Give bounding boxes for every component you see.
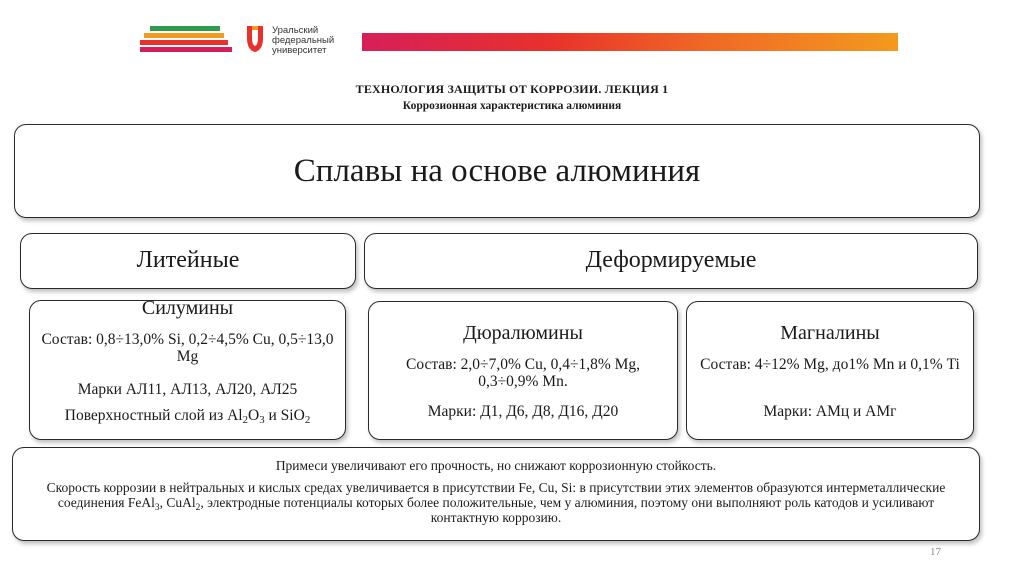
university-line-3: университет <box>272 45 327 56</box>
silumin-sub-2: 3 <box>259 414 265 426</box>
duralumin-composition: Состав: 2,0÷7,0% Cu, 0,4÷1,8% Mg, 0,3÷0,9% Mn. <box>405 356 641 390</box>
duralumin-card <box>368 301 678 440</box>
stripe-magenta <box>140 47 232 52</box>
corrosion-text-c: , электродные потенциалы которых более положительные, чем у алюминия, поэтому они выполняют роль катодов и усиливают контактную коррозию. <box>200 495 935 525</box>
silumin-title: Силумины <box>141 297 234 319</box>
silumin-surface-text-3: и SiO <box>264 407 305 424</box>
impurities-line-1: Примеси увеличивают его прочность, но снижают коррозионную стойкость. <box>275 458 717 473</box>
silumin-sub-3: 2 <box>304 414 311 426</box>
corrosion-sub-2: 2 <box>195 503 201 513</box>
lecture-subtitle: Коррозионная характеристика алюминия <box>402 100 622 112</box>
silumin-sub-1: 2 <box>242 414 249 426</box>
lecture-title: ТЕХНОЛОГИЯ ЗАЩИТЫ ОТ КОРРОЗИИ. ЛЕКЦИЯ 1 <box>355 82 669 96</box>
duralumin-grades: Марки: Д1, Д6, Д8, Д16, Д20 <box>427 403 619 420</box>
silumin-surface-text-2: O <box>248 407 260 424</box>
silumin-grades: Марки АЛ11, АЛ13, АЛ20, АЛ25 <box>77 381 298 398</box>
cast-alloys-label: Литейные <box>136 247 240 273</box>
duralumin-title: Дюралюмины <box>463 322 583 344</box>
main-heading: Сплавы на основе алюминия <box>293 153 701 189</box>
main-heading-box <box>14 124 980 218</box>
magnalin-card <box>686 301 974 440</box>
impurities-box <box>12 447 980 541</box>
logo-stripes-left <box>140 26 232 56</box>
university-line-2: федеральный <box>272 35 335 46</box>
university-logo-icon <box>244 24 266 54</box>
cast-alloys-box <box>20 233 356 289</box>
silumin-card <box>29 297 346 440</box>
stripe-red <box>140 40 228 45</box>
silumin-surface-text-1: Поверхностный слой из Al <box>64 407 243 424</box>
stripe-orange <box>144 33 224 38</box>
corrosion-text-b: , CuAl <box>159 495 196 510</box>
corrosion-sub-1: 3 <box>154 503 160 513</box>
university-line-1: Уральский <box>272 25 319 36</box>
silumin-composition: Состав: 0,8÷13,0% Si, 0,2÷4,5% Cu, 0,5÷13,0 Mg <box>41 331 334 365</box>
magnalin-grades: Марки: АМц и АМг <box>763 403 897 420</box>
corrosion-text-a: Скорость коррозии в нейтральных и кислых средах увеличивается в присутствии Fe, Cu, Si: в присутствии этих элементов образуются интерметаллические соединения FeAl <box>46 480 946 510</box>
stripe-green <box>150 26 220 31</box>
silumin-surface-layer <box>36 407 339 424</box>
magnalin-composition: Состав: 4÷12% Mg, до1% Mn и 0,1% Ti <box>700 356 960 373</box>
magnalin-title: Магналины <box>780 322 880 344</box>
header-bar <box>362 33 898 51</box>
corrosion-rate-paragraph <box>35 480 957 525</box>
wrought-alloys-box <box>364 233 978 289</box>
page-number: 17 <box>930 546 941 558</box>
university-name <box>272 26 334 56</box>
wrought-alloys-label: Деформируемые <box>585 247 757 273</box>
